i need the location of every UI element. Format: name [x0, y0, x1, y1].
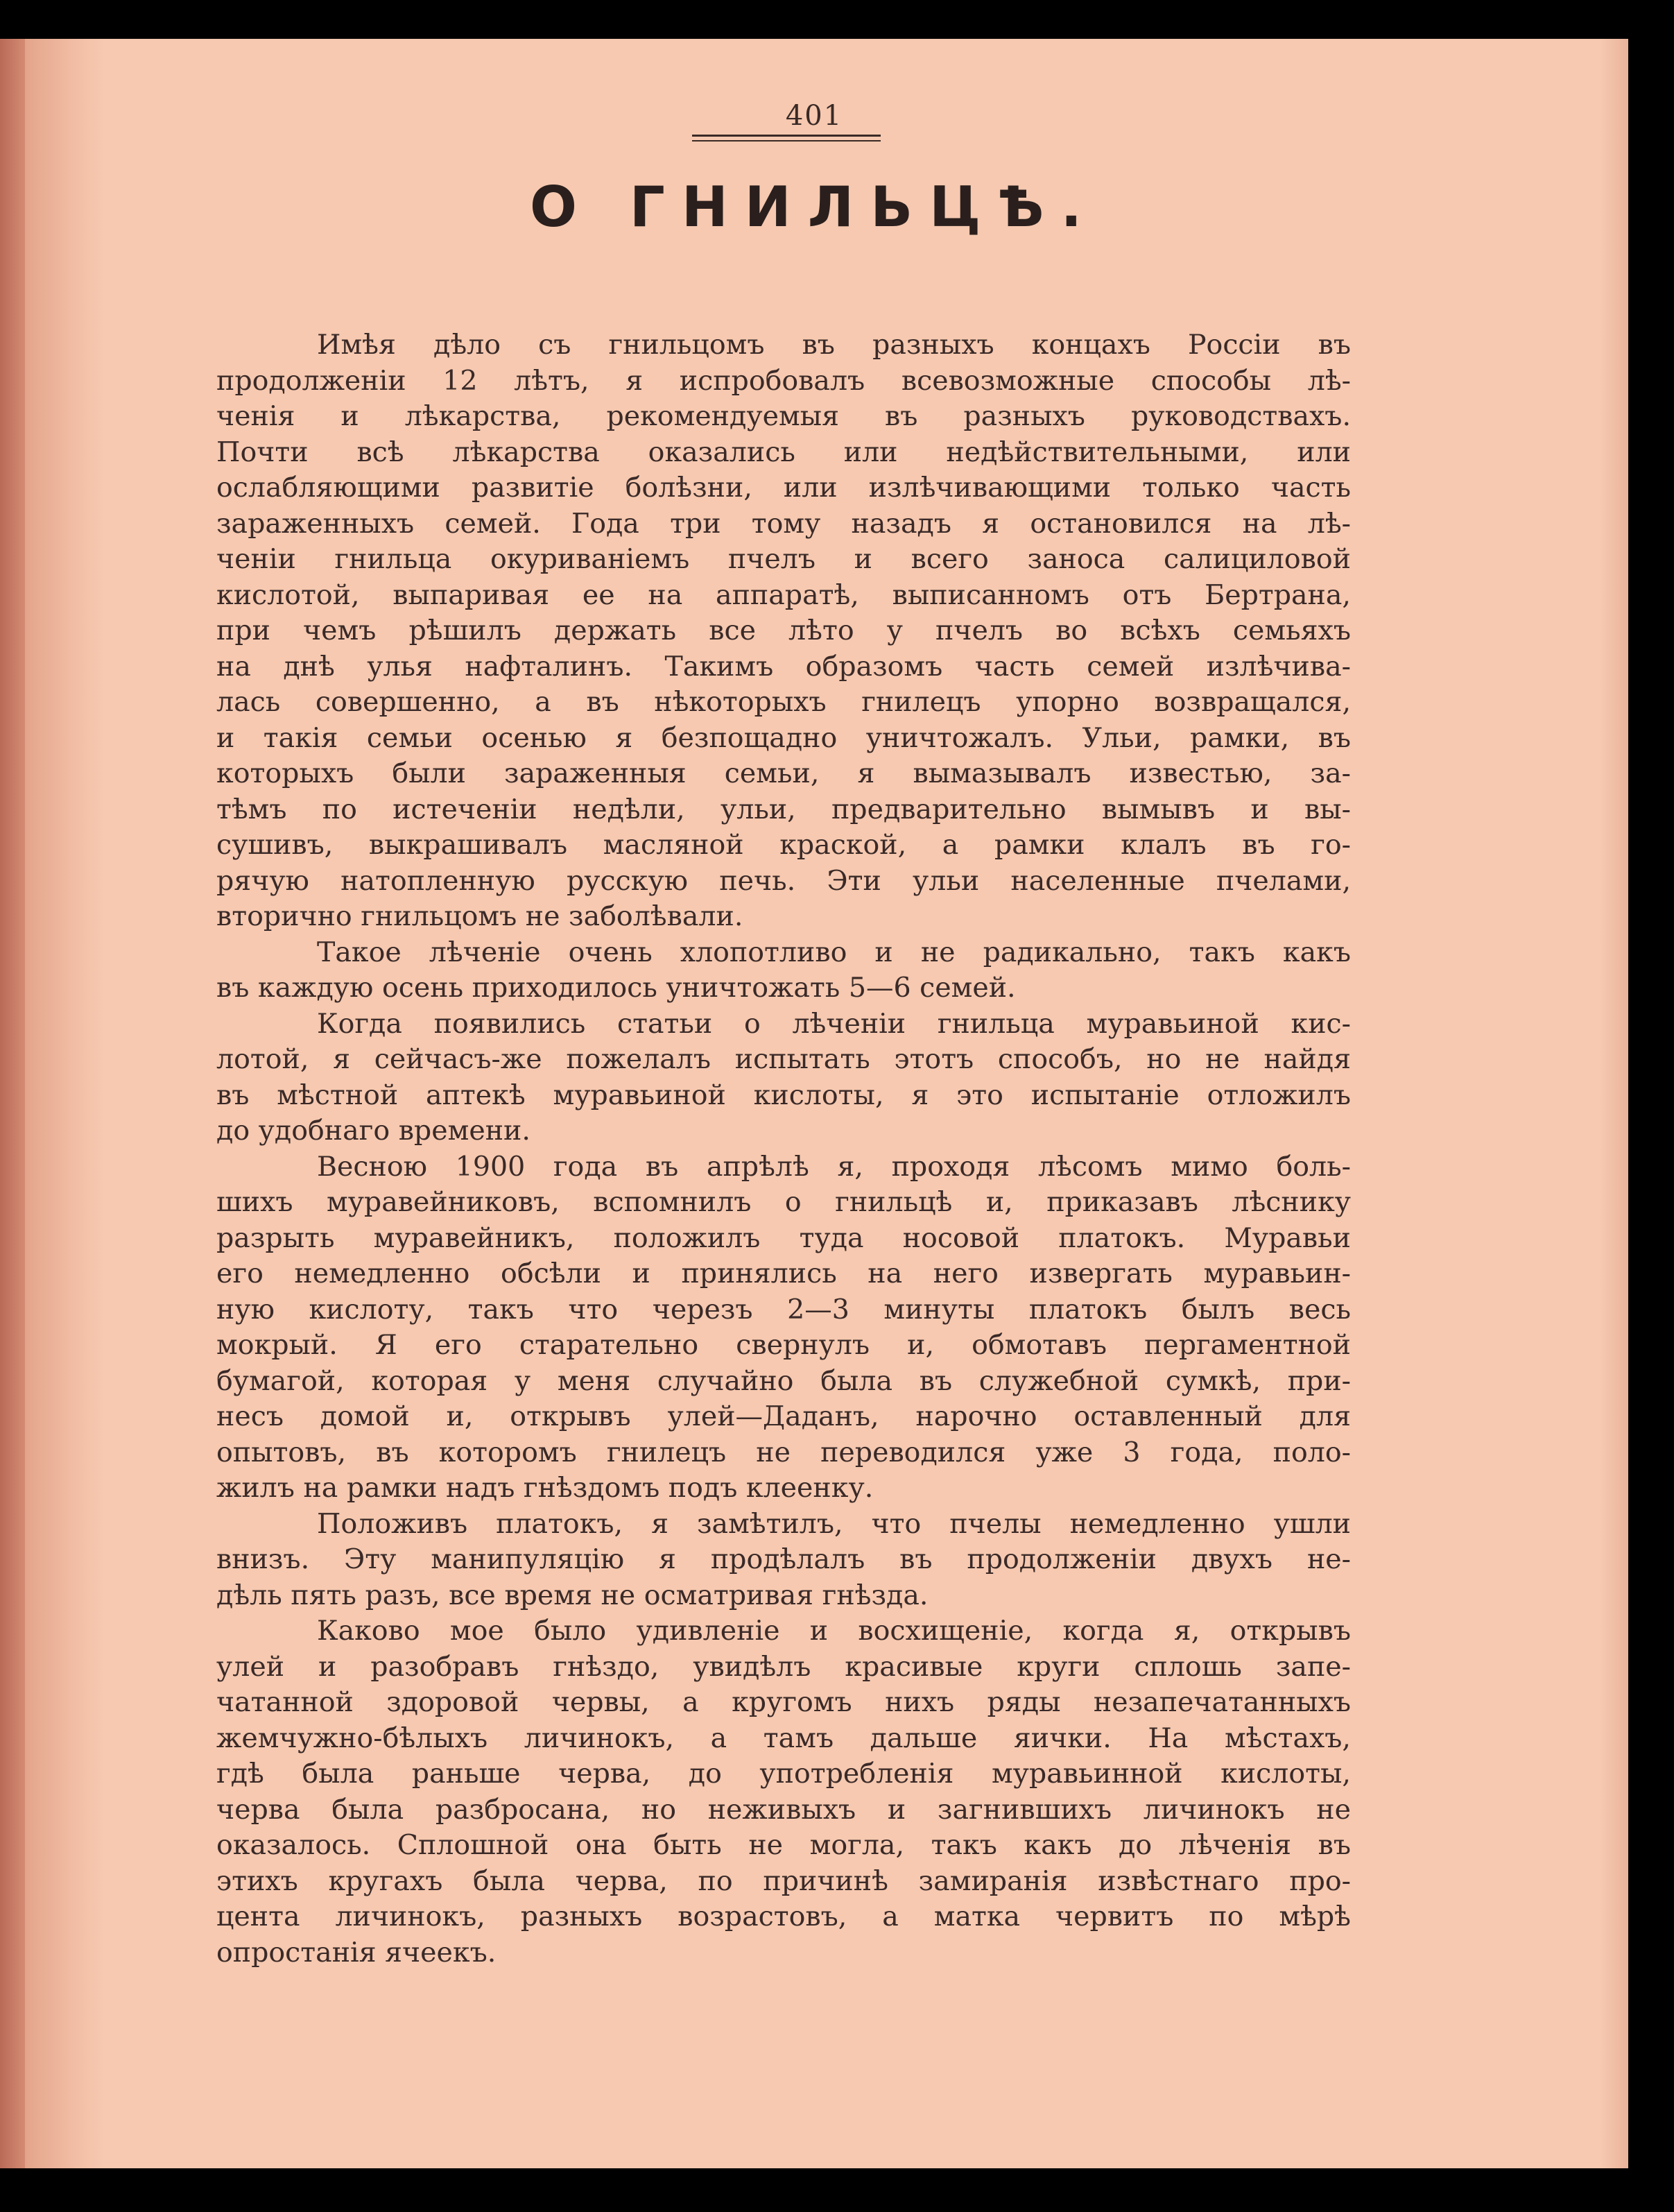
text-line: опростанія ячеекъ.	[216, 1936, 497, 1969]
text-line: ослабляющими развитіе болѣзни, или излѣчивающими только часть	[216, 472, 1351, 504]
text-line: и такія семьи осенью я безпощадно уничтожалъ. Ульи, рамки, въ	[216, 721, 1351, 754]
text-line: ченія и лѣкарства, рекомендуемыя въ разныхъ руководствахъ.	[216, 400, 1351, 432]
text-line: опытовъ, въ которомъ гнилецъ не переводился уже 3 года, поло-	[216, 1436, 1351, 1468]
text-line: въ каждую осень приходилось уничтожать 5—6 семей.	[216, 972, 1016, 1004]
text-line: жемчужно-бѣлыхъ личинокъ, а тамъ дальше яички. На мѣстахъ,	[216, 1722, 1351, 1754]
text-line: которыхъ были зараженныя семьи, я вымазывалъ известью, за-	[216, 757, 1351, 789]
text-line: лотой, я сейчасъ-же пожелалъ испытать этотъ способъ, но не найдя	[216, 1043, 1351, 1075]
text-line: тѣмъ по истеченіи недѣли, ульи, предварительно вымывъ и вы-	[216, 793, 1351, 825]
text-line: улей и разобравъ гнѣздо, увидѣлъ красивые круги сплошь запе-	[216, 1650, 1351, 1683]
text-line: дѣль пять разъ, все время не осматривая гнѣзда.	[216, 1579, 929, 1611]
text-line: цента личинокъ, разныхъ возрастовъ, а матка червитъ по мѣрѣ	[216, 1901, 1351, 1932]
text-line: зараженныхъ семей. Года три тому назадъ я остановился на лѣ-	[216, 507, 1351, 540]
text-line: несъ домой и, открывъ улей—Даданъ, нарочно оставленный для	[216, 1400, 1351, 1432]
text-line: Имѣя дѣло съ гнильцомъ въ разныхъ концахъ Россіи въ	[317, 329, 1351, 361]
text-line: чатанной здоровой червы, а кругомъ нихъ ряды незапечатанныхъ	[216, 1686, 1351, 1718]
text-line: этихъ кругахъ была черва, по причинѣ замиранія извѣстнаго про-	[216, 1864, 1351, 1897]
text-line: внизъ. Эту манипуляцію я продѣлалъ въ продолженіи двухъ не-	[216, 1543, 1351, 1575]
text-line: Каково мое было удивленіе и восхищеніе, когда я, открывъ	[317, 1615, 1351, 1647]
text-line: Почти всѣ лѣкарства оказались или недѣйствительными, или	[216, 436, 1351, 468]
text-line: мокрый. Я его старательно свернулъ и, обмотавъ пергаментной	[216, 1329, 1351, 1361]
text-line: Такое лѣченіе очень хлопотливо и не радикально, такъ какъ	[317, 936, 1351, 968]
text-line: черва была разбросана, но неживыхъ и загнившихъ личинокъ не	[216, 1793, 1351, 1826]
text-line: при чемъ рѣшилъ держать все лѣто у пчелъ во всѣхъ семьяхъ	[216, 615, 1351, 646]
text-line: продолженіи 12 лѣтъ, я испробовалъ всевозможные способы лѣ-	[216, 364, 1351, 397]
body-text	[216, 327, 1351, 1971]
text-line: его немедленно обсѣли и принялись на него извергать муравьин-	[216, 1258, 1351, 1289]
text-line: жилъ на рамки надъ гнѣздомъ подъ клеенку.	[216, 1472, 874, 1504]
text-line: Весною 1900 года въ апрѣлѣ я, проходя лѣсомъ мимо боль-	[317, 1150, 1351, 1183]
text-line: гдѣ была раньше черва, до употребленія муравьинной кислоты,	[216, 1758, 1351, 1790]
text-line: кислотой, выпаривая ее на аппаратѣ, выписанномъ отъ Бертрана,	[216, 578, 1351, 611]
text-line: бумагой, которая у меня случайно была въ служебной сумкѣ, при-	[216, 1364, 1351, 1397]
text-line: Когда появились статьи о лѣченіи гнильца муравьиной кис-	[317, 1007, 1351, 1040]
text-line: на днѣ улья нафталинъ. Такимъ образомъ часть семей излѣчива-	[216, 650, 1351, 683]
text-line: шихъ муравейниковъ, вспомнилъ о гнильцѣ и, приказавъ лѣснику	[216, 1186, 1351, 1218]
page-title: О ГНИЛЬЦѢ.	[530, 175, 1098, 239]
header-rule	[692, 135, 881, 142]
text-line: Положивъ платокъ, я замѣтилъ, что пчелы немедленно ушли	[317, 1507, 1351, 1540]
text-line: ченіи гнильца окуриваніемъ пчелъ и всего заноса салициловой	[216, 543, 1351, 575]
text-line: въ мѣстной аптекѣ муравьиной кислоты, я это испытаніе отложилъ	[216, 1079, 1351, 1111]
text-line: лась совершенно, а въ нѣкоторыхъ гнилецъ упорно возвращался,	[216, 686, 1351, 718]
text-line: ную кислоту, такъ что черезъ 2—3 минуты платокъ былъ весь	[216, 1293, 1351, 1326]
scanned-page	[0, 39, 1628, 2168]
text-line: вторично гнильцомъ не заболѣвали.	[216, 900, 743, 932]
book-spine-edge	[0, 39, 25, 2168]
text-line: разрыть муравейникъ, положилъ туда носовой платокъ. Муравьи	[216, 1221, 1351, 1254]
text-line: до удобнаго времени.	[216, 1115, 530, 1147]
text-line: рячую натопленную русскую печь. Эти ульи населенные пчелами,	[216, 864, 1351, 897]
page-edge-shadow	[1600, 39, 1628, 2168]
text-line: оказалось. Сплошной она быть не могла, такъ какъ до лѣченія въ	[216, 1829, 1351, 1861]
text-line: сушивъ, выкрашивалъ масляной краской, а рамки клалъ въ го-	[216, 829, 1351, 861]
page-number: 401	[785, 100, 843, 132]
